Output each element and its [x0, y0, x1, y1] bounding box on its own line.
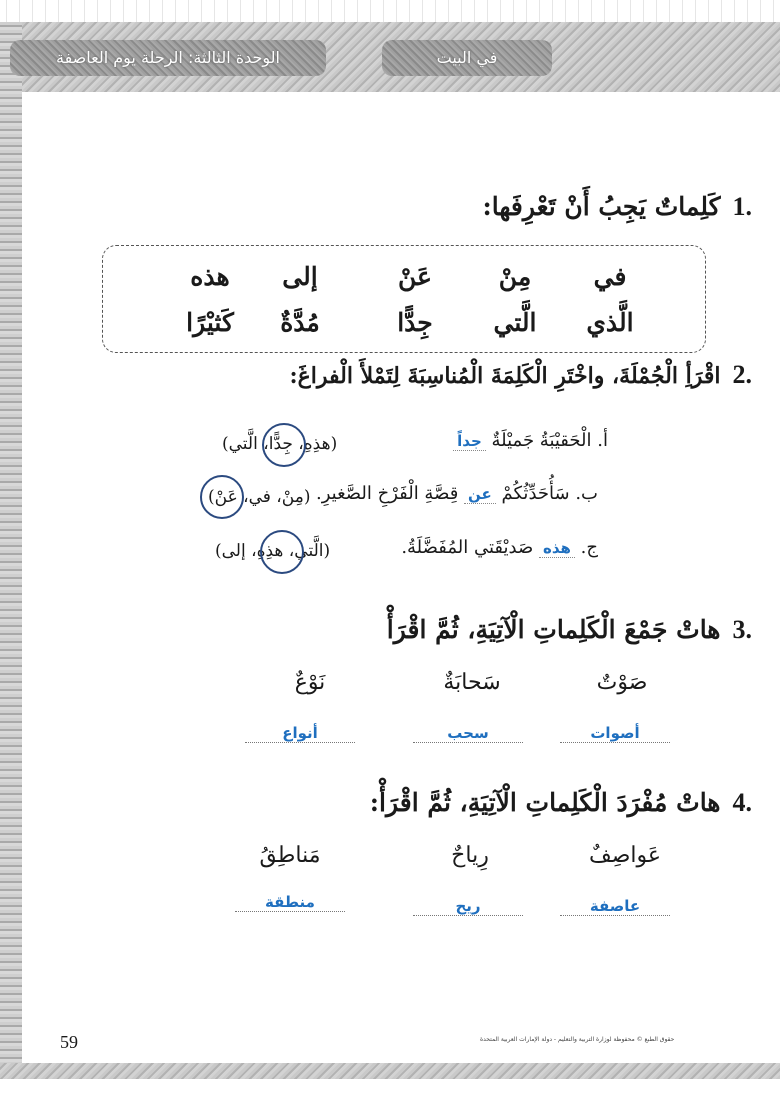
vocab-word: جِدًّا: [397, 308, 433, 337]
answer-text: هذه: [539, 539, 575, 558]
selection-circle: [260, 530, 304, 574]
vocab-word: إلى: [282, 262, 318, 291]
item-letter: ب.: [575, 483, 598, 504]
sentence-part: سَأُحَدِّثُكُمْ: [501, 483, 570, 504]
selection-circle: [262, 423, 306, 467]
copyright-notice: حقوق الطبع © محفوظة لوزارة التربية والتعليم - دولة الإمارات العربية المتحدة: [480, 1036, 675, 1043]
question-number: 2.: [732, 360, 752, 389]
home-tab: في البيت: [382, 40, 552, 76]
vocab-word: في: [593, 262, 627, 291]
vocab-word: مِنْ: [498, 262, 532, 291]
scan-edge-left: [0, 22, 22, 1072]
vocab-word: الَّذي: [586, 308, 634, 337]
question-number: 3.: [732, 615, 752, 644]
sentence-part: صَديْقَتي المُفَضَّلَةُ.: [401, 537, 534, 558]
answer-blank: منطقة: [235, 893, 345, 912]
item-letter: أ.: [597, 430, 608, 451]
question-title: هاتْ جَمْعَ الْكَلِماتِ الْآتِيَةِ، ثُمَّ اقْرَأْ: [386, 615, 721, 644]
options-c: (الَّتي، هذِهِ، إلى): [215, 541, 331, 561]
answer-blank: سحب: [413, 724, 523, 743]
question-number: 1.: [732, 192, 752, 221]
question-4-heading: [370, 788, 752, 818]
answer-blank: ريح: [413, 897, 523, 916]
vocab-word: كَثيْرًا: [186, 308, 234, 337]
source-word: عَواصِفٌ: [588, 843, 662, 868]
answer-text: جداً: [453, 432, 486, 451]
page-number: 59: [60, 1032, 78, 1052]
source-word: رِياحٌ: [451, 843, 489, 868]
options-b: (مِنْ، في، عَنْ): [208, 487, 311, 507]
exercise-line-b: [316, 483, 598, 504]
exercise-line-c: [401, 537, 598, 558]
scan-edge-top: [0, 0, 780, 22]
vocab-word: هذه: [190, 262, 230, 291]
source-word: نَوْعٌ: [294, 670, 326, 695]
sentence-part: الْحَقيْبَةُ جَميْلَةٌ: [491, 430, 592, 451]
worksheet-page: [22, 92, 780, 1063]
sentence-part: قِصَّةِ الْفَرْخِ الصَّغيرِ.: [315, 483, 459, 504]
selection-circle: [200, 475, 244, 519]
vocab-word: مُدَّةٌ: [280, 308, 320, 337]
vocab-word: عَنْ: [398, 262, 432, 291]
question-3-heading: [387, 615, 752, 645]
exercise-line-a: [453, 430, 608, 451]
answer-blank: أصوات: [560, 724, 670, 743]
question-number: 4.: [732, 788, 752, 817]
options-a: (هذِهِ، جِدًّا، الَّتي): [222, 434, 338, 454]
source-word: سَحابَةٌ: [443, 670, 501, 695]
question-title: هاتْ مُفْرَدَ الْكَلِماتِ الْآتِيَةِ، ثُمَّ اقْرَأْ:: [369, 788, 721, 817]
question-title: اقْرَأِ الْجُمْلَةَ، واخْتَرِ الْكَلِمَةَ الْمُناسِبَةَ لِتَمْلأَ الْفراغَ:: [289, 363, 721, 389]
question-title: كَلِماتٌ يَجِبُ أَنْ تَعْرِفَها:: [482, 192, 721, 221]
question-2-heading: [290, 360, 753, 390]
item-letter: ج.: [580, 537, 598, 558]
answer-blank: عاصفة: [560, 897, 670, 916]
page-footer-band: [0, 1063, 780, 1079]
source-word: صَوْتٌ: [596, 670, 648, 695]
source-word: مَناطِقُ: [259, 843, 321, 868]
vocab-word: الَّتي: [493, 308, 537, 337]
answer-blank: أنواع: [245, 724, 355, 743]
answer-text: عن: [464, 485, 496, 504]
question-1-heading: [483, 192, 752, 222]
unit-title-tab: الوحدة الثالثة: الرحلة يوم العاصفة: [10, 40, 326, 76]
